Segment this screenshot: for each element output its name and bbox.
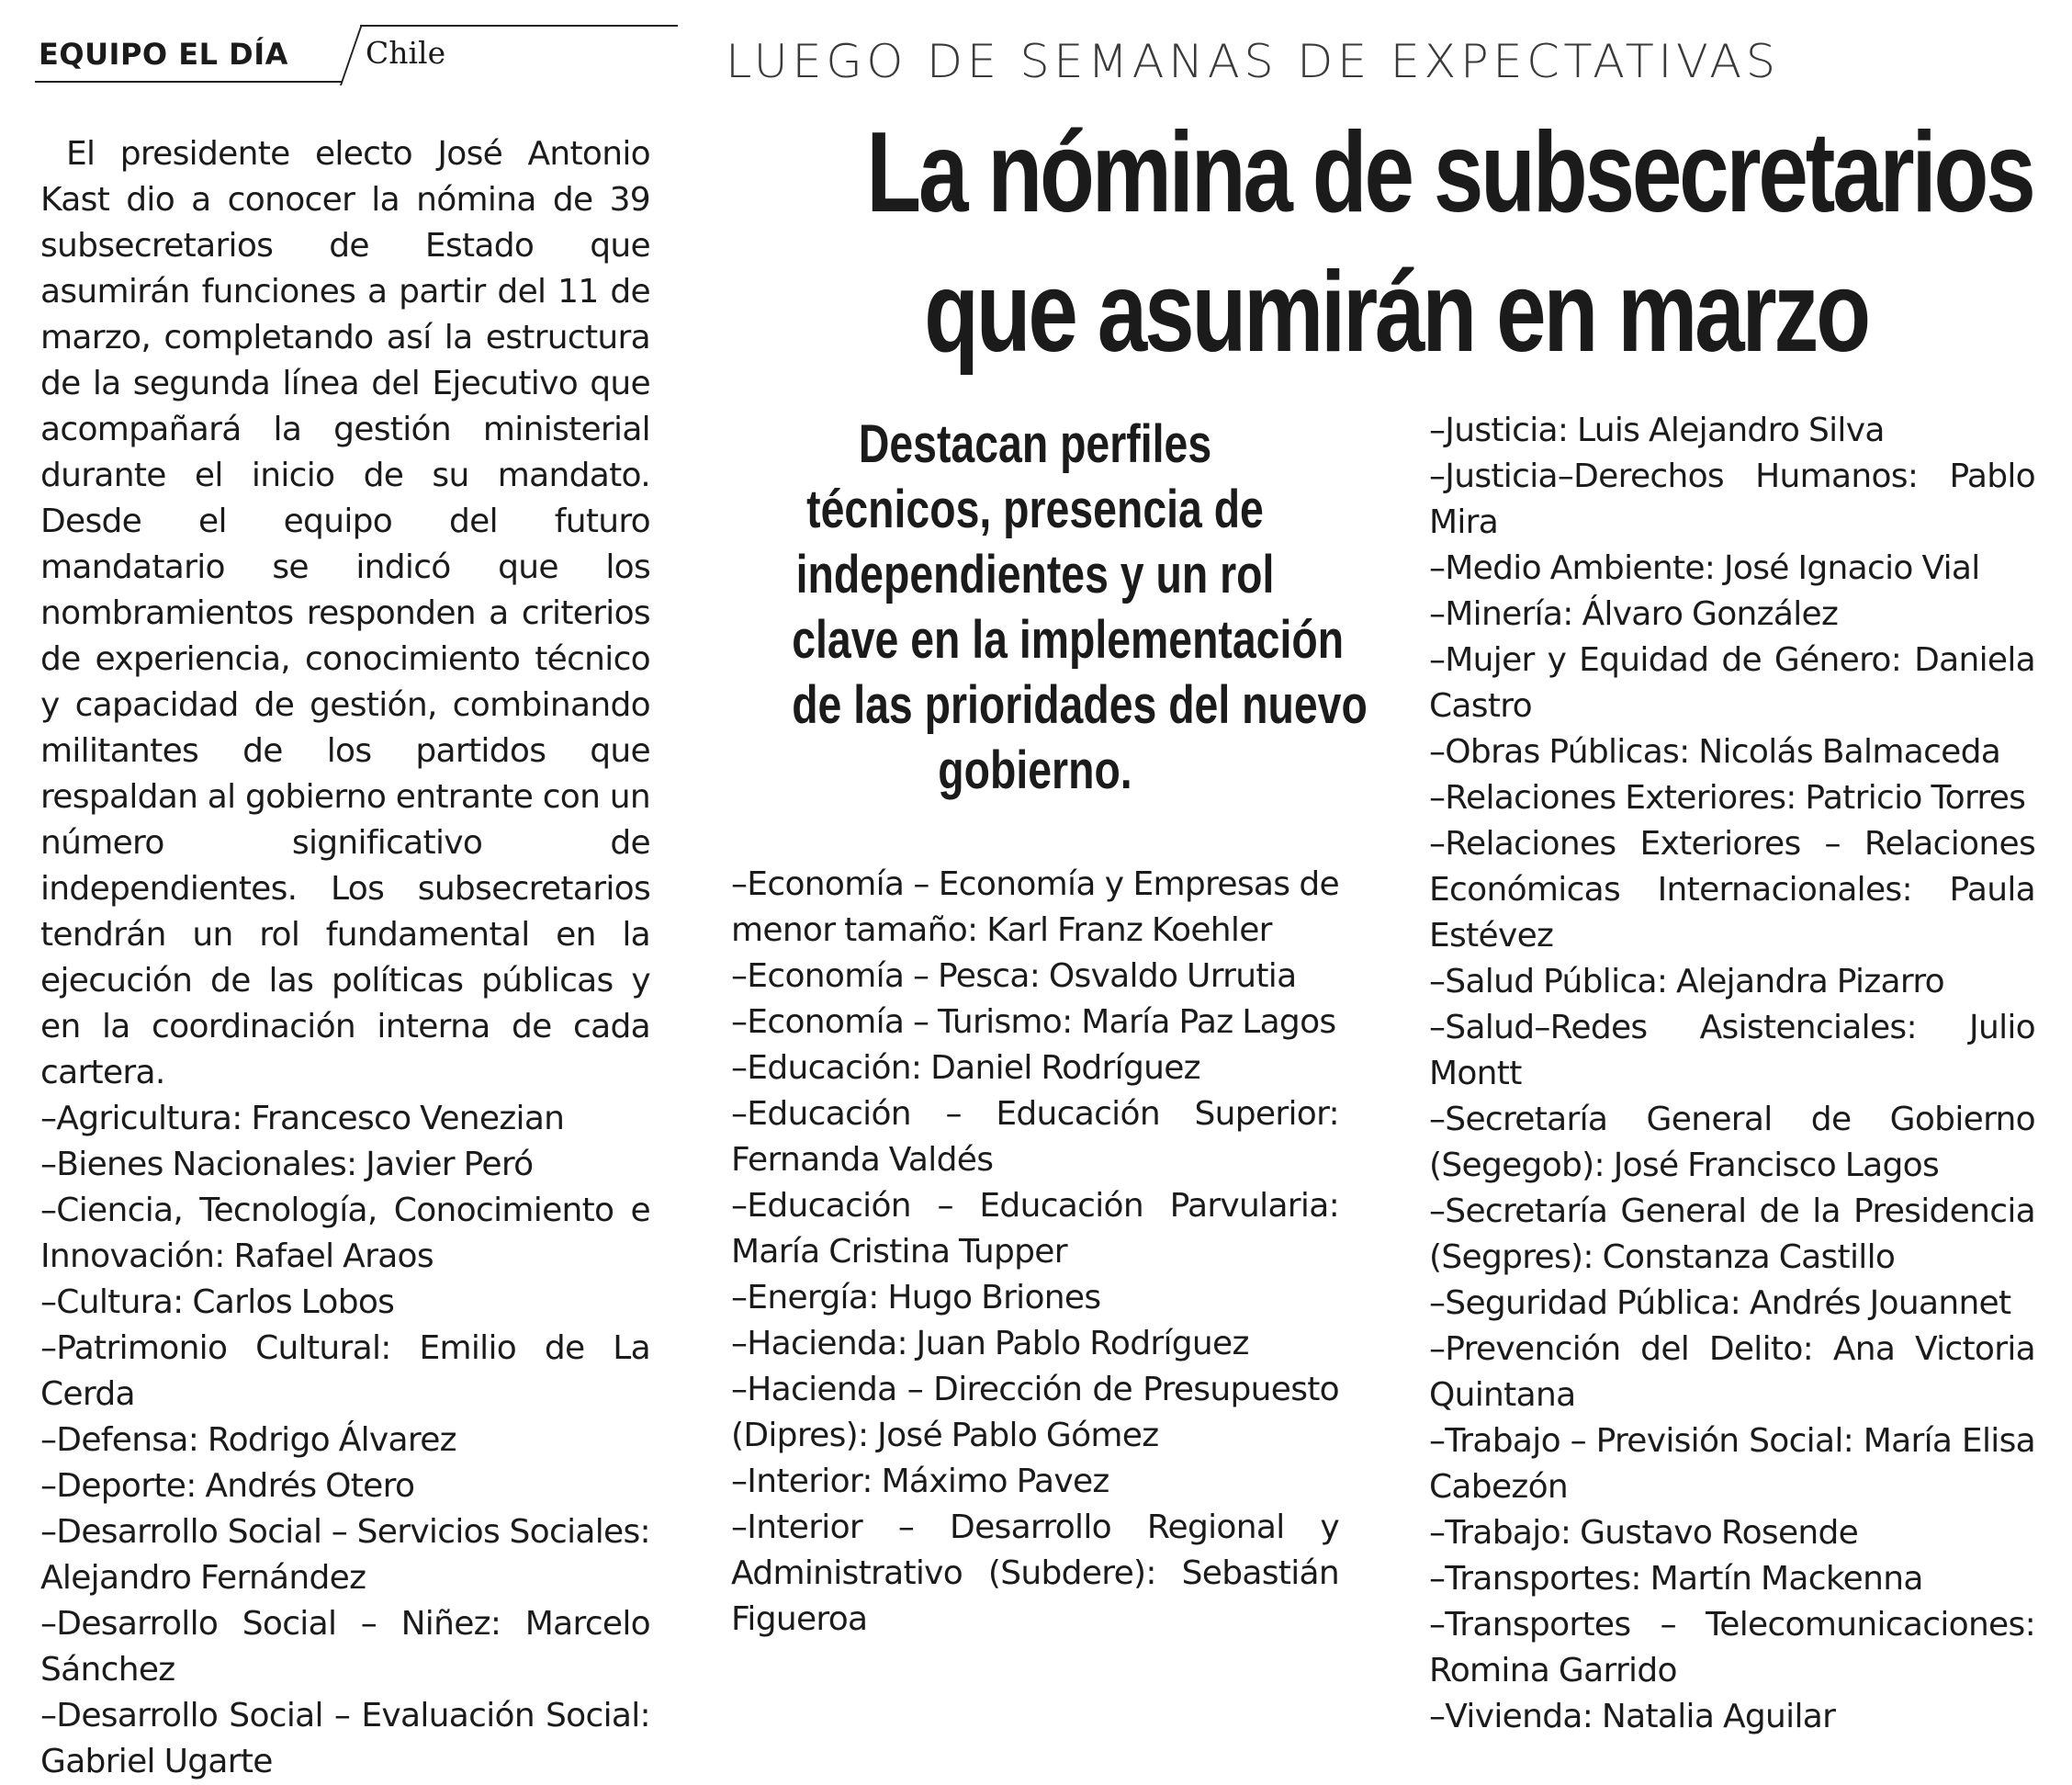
- appointment-item: –Obras Públicas: Nicolás Balmaceda: [1429, 733, 2001, 771]
- appointment-item: –Vivienda: Natalia Aguilar: [1429, 1698, 1836, 1735]
- appointment-item: –Secretaría General de la Presidencia (Segpres): Constanza Castillo: [1429, 1192, 2035, 1276]
- appointment-item: –Educación – Educación Superior: Fernanda Valdés: [731, 1095, 1339, 1179]
- appointment-item: –Desarrollo Social – Servicios Sociales: Alejandro Fernández: [40, 1513, 650, 1597]
- byline-underline: [35, 81, 342, 83]
- appointment-item: –Economía – Pesca: Osvaldo Urrutia: [731, 957, 1297, 995]
- deck-line-2: técnicos, presencia de: [806, 480, 1264, 539]
- byline-divider: [340, 27, 362, 85]
- appointment-item: –Trabajo: Gustavo Rosende: [1429, 1514, 1859, 1552]
- deck-line-5: de las prioridades del nuevo: [792, 675, 1368, 735]
- appointment-item: –Agricultura: Francesco Venezian: [40, 1100, 565, 1137]
- article-column-3: [1429, 408, 2035, 1740]
- deck-line-4: clave en la implementación: [792, 610, 1345, 670]
- appointment-item: –Desarrollo Social – Evaluación Social: Gabriel Ugarte: [40, 1697, 650, 1780]
- headline-line-2: que asumirán en marzo: [924, 249, 1868, 376]
- appointment-item: –Medio Ambiente: José Ignacio Vial: [1429, 549, 1980, 587]
- deck-line-6: gobierno.: [938, 740, 1132, 800]
- appointment-item: –Desarrollo Social – Niñez: Marcelo Sánchez: [40, 1605, 650, 1689]
- deck-line-1: Destacan perfiles: [858, 414, 1212, 474]
- appointment-item: –Hacienda – Dirección de Presupuesto (Dipres): José Pablo Gómez: [731, 1371, 1339, 1454]
- appointment-item: –Trabajo – Previsión Social: María Elisa Cabezón: [1429, 1422, 2035, 1506]
- appointment-item: –Bienes Nacionales: Javier Peró: [40, 1146, 534, 1183]
- appointment-item: –Transportes: Martín Mackenna: [1429, 1560, 1923, 1598]
- appointment-item: –Economía – Economía y Empresas de menor tamaño: Karl Franz Koehler: [731, 865, 1339, 949]
- appointment-item: –Minería: Álvaro González: [1429, 595, 1839, 633]
- kicker: LUEGO DE SEMANAS DE EXPECTATIVAS: [726, 35, 1780, 88]
- headline: [726, 103, 2066, 382]
- appointment-item: –Relaciones Exteriores: Patricio Torres: [1429, 779, 2026, 817]
- appointment-item: –Justicia: Luis Alejandro Silva: [1429, 412, 1885, 449]
- appointment-item: –Secretaría General de Gobierno (Segegob): José Francisco Lagos: [1429, 1101, 2035, 1184]
- article-column-2: [731, 862, 1339, 1643]
- article-column-1: [40, 131, 650, 1785]
- appointment-item: –Deporte: Andrés Otero: [40, 1467, 415, 1505]
- byline-overline: [360, 25, 678, 27]
- deck-line-3: independientes y un rol: [795, 545, 1275, 604]
- author-label: EQUIPO EL DÍA: [39, 37, 288, 72]
- appointment-item: –Relaciones Exteriores – Relaciones Económicas Internacionales: Paula Estévez: [1429, 825, 2035, 955]
- appointment-item: –Energía: Hugo Briones: [731, 1279, 1101, 1316]
- lead-paragraph: El presidente electo José Antonio Kast dio a conocer la nómina de 39 subsecretarios de Estado que asumirán funciones a partir del 11 de marzo, completando así la estructura de la segunda línea del Ejecutivo que acompañará la gestión ministerial durante el inicio de su mandato. Desde el equipo del futuro mandatario se indicó que los nombramientos responden a criterios de experiencia, conocimiento técnico y capacidad de gestión, combinando militantes de los partidos que respaldan al gobierno entrante con un número significativo de independientes. Los subsecretarios tendrán un rol fundamental en la ejecución de las políticas públicas y en la coordinación interna de cada cartera.: [40, 135, 650, 1091]
- appointment-item: –Prevención del Delito: Ana Victoria Quintana: [1429, 1330, 2035, 1414]
- appointment-item: –Salud–Redes Asistenciales: Julio Montt: [1429, 1009, 2035, 1092]
- section-label: Chile: [366, 35, 446, 71]
- appointment-item: –Educación: Daniel Rodríguez: [731, 1049, 1200, 1087]
- appointment-item: –Interior – Desarrollo Regional y Administrativo (Subdere): Sebastián Figueroa: [731, 1508, 1339, 1638]
- deck-subheading: [731, 412, 1368, 803]
- appointment-item: –Educación – Educación Parvularia: María Cristina Tupper: [731, 1187, 1339, 1271]
- appointment-item: –Patrimonio Cultural: Emilio de La Cerda: [40, 1329, 650, 1413]
- headline-line-1: La nómina de subsecretarios: [866, 109, 2033, 236]
- appointment-item: –Cultura: Carlos Lobos: [40, 1283, 395, 1321]
- appointment-item: –Transportes – Telecomunicaciones: Romina Garrido: [1429, 1606, 2035, 1689]
- byline: [35, 24, 650, 85]
- appointment-item: –Salud Pública: Alejandra Pizarro: [1429, 963, 1944, 1000]
- appointment-item: –Mujer y Equidad de Género: Daniela Castro: [1429, 641, 2035, 725]
- appointment-item: –Hacienda: Juan Pablo Rodríguez: [731, 1325, 1249, 1362]
- appointment-item: –Defensa: Rodrigo Álvarez: [40, 1421, 456, 1459]
- appointment-item: –Seguridad Pública: Andrés Jouannet: [1429, 1284, 2011, 1322]
- appointment-item: –Interior: Máximo Pavez: [731, 1463, 1109, 1500]
- appointment-item: –Economía – Turismo: María Paz Lagos: [731, 1003, 1336, 1041]
- appointment-item: –Ciencia, Tecnología, Conocimiento e Innovación: Rafael Araos: [40, 1192, 650, 1275]
- appointment-item: –Justicia–Derechos Humanos: Pablo Mira: [1429, 458, 2035, 541]
